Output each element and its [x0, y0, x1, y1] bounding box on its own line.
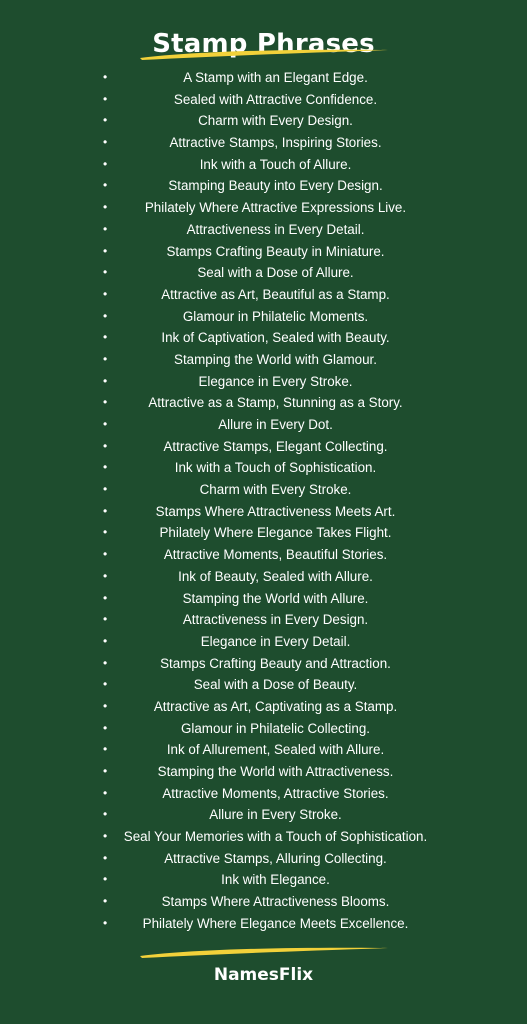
- bullet-dot-icon: •: [103, 243, 108, 258]
- bullet-dot-icon: •: [103, 590, 108, 605]
- list-item: [0, 522, 527, 544]
- list-item-text: Ink with Elegance.: [221, 872, 330, 888]
- list-item-text: Ink with a Touch of Allure.: [199, 156, 352, 172]
- list-item: [0, 783, 527, 805]
- bullet-dot-icon: •: [103, 395, 108, 410]
- list-item-text: Stamps Crafting Beauty in Miniature.: [166, 243, 385, 259]
- list-item-text: Seal with a Dose of Allure.: [197, 265, 354, 281]
- bullet-dot-icon: •: [103, 568, 108, 583]
- bullet-dot-icon: •: [103, 850, 108, 865]
- list-item: [0, 284, 527, 306]
- list-item-text: Stamps Crafting Beauty and Attraction.: [160, 655, 391, 671]
- list-item: [0, 262, 527, 284]
- brand-logo-text: NamesFlix: [213, 965, 314, 985]
- list-item: [0, 631, 527, 653]
- list-item: [0, 609, 527, 631]
- bullet-dot-icon: •: [103, 373, 108, 388]
- list-item: [0, 436, 527, 458]
- list-item: [0, 718, 527, 740]
- bullet-dot-icon: •: [103, 829, 108, 844]
- list-item-text: Attractiveness in Every Design.: [182, 612, 369, 628]
- list-item: [0, 501, 527, 523]
- bullet-dot-icon: •: [103, 178, 108, 193]
- bullet-dot-icon: •: [103, 156, 108, 171]
- list-item: [0, 674, 527, 696]
- list-item-text: Attractive Stamps, Inspiring Stories.: [169, 135, 382, 151]
- list-item: [0, 891, 527, 913]
- list-item-text: Attractive Moments, Attractive Stories.: [162, 785, 389, 801]
- bullet-dot-icon: •: [103, 330, 108, 345]
- list-item-text: Glamour in Philatelic Collecting.: [180, 720, 371, 736]
- bullet-dot-icon: •: [103, 351, 108, 366]
- list-item-text: Philately Where Attractive Expressions Live.: [144, 200, 407, 216]
- list-item: [0, 696, 527, 718]
- bullet-dot-icon: •: [103, 612, 108, 627]
- list-item: [0, 588, 527, 610]
- phrase-list: [0, 67, 527, 935]
- title-underline-swoosh: [138, 47, 390, 61]
- bullet-dot-icon: •: [103, 633, 108, 648]
- bullet-dot-icon: •: [103, 764, 108, 778]
- list-item-text: Stamps Where Attractiveness Meets Art.: [155, 503, 396, 519]
- bullet-dot-icon: •: [103, 915, 108, 930]
- list-item: [0, 913, 527, 935]
- list-item: [0, 219, 527, 241]
- bullet-dot-icon: •: [103, 308, 108, 323]
- list-item-text: Attractive Stamps, Alluring Collecting.: [164, 850, 387, 866]
- list-item-text: Ink of Beauty, Sealed with Allure.: [178, 568, 373, 584]
- list-item-text: Stamping the World with Allure.: [182, 590, 369, 606]
- list-item: [0, 197, 527, 219]
- list-item: [0, 826, 527, 848]
- list-item-text: Allure in Every Stroke.: [209, 807, 342, 823]
- bullet-dot-icon: •: [103, 785, 108, 800]
- list-item: [0, 175, 527, 197]
- list-item-text: Philately Where Elegance Takes Flight.: [159, 525, 392, 541]
- list-item-text: Stamps Where Attractiveness Blooms.: [161, 894, 390, 910]
- list-item-text: Attractive as Art, Beautiful as a Stamp.: [161, 286, 390, 302]
- bullet-dot-icon: •: [103, 503, 108, 518]
- list-item-text: Sealed with Attractive Confidence.: [173, 91, 378, 107]
- list-item-text: Ink of Allurement, Sealed with Allure.: [166, 742, 385, 758]
- list-item: [0, 566, 527, 588]
- list-item-text: A Stamp with an Elegant Edge.: [183, 70, 368, 85]
- bullet-dot-icon: •: [103, 135, 108, 150]
- bullet-dot-icon: •: [103, 286, 108, 301]
- bullet-dot-icon: •: [103, 894, 108, 909]
- list-item-text: Seal Your Memories with a Touch of Sophistication.: [123, 829, 428, 845]
- list-item-text: Allure in Every Dot.: [218, 417, 333, 432]
- list-item-text: Charm with Every Stroke.: [199, 482, 352, 498]
- list-item: [0, 457, 527, 479]
- list-item-text: Elegance in Every Stroke.: [198, 373, 353, 389]
- bullet-dot-icon: •: [103, 720, 108, 735]
- list-item-text: Attractiveness in Every Detail.: [186, 221, 365, 237]
- bullet-dot-icon: •: [103, 200, 108, 215]
- list-item: [0, 241, 527, 263]
- page-title: Stamp Phrases: [152, 29, 375, 60]
- bullet-dot-icon: •: [103, 698, 108, 713]
- list-item: [0, 132, 527, 154]
- list-item: [0, 544, 527, 566]
- list-item: [0, 327, 527, 349]
- list-item: [0, 154, 527, 176]
- list-item-text: Attractive as Art, Captivating as a Stamp.: [153, 698, 398, 714]
- list-item-text: Glamour in Philatelic Moments.: [182, 308, 369, 324]
- list-item: [0, 761, 527, 783]
- list-item-text: Philately Where Elegance Meets Excellence.: [142, 915, 409, 931]
- list-item: [0, 848, 527, 870]
- bullet-dot-icon: •: [103, 438, 108, 453]
- list-item-text: Stamping Beauty into Every Design.: [168, 178, 383, 194]
- bullet-dot-icon: •: [103, 525, 108, 540]
- list-item: [0, 110, 527, 132]
- list-item-text: Stamping the World with Glamour.: [174, 351, 377, 367]
- list-item: [0, 392, 527, 414]
- bullet-dot-icon: •: [103, 742, 108, 757]
- bullet-dot-icon: •: [103, 70, 108, 84]
- list-item: [0, 804, 527, 826]
- list-item: [0, 479, 527, 501]
- list-item: [0, 349, 527, 371]
- list-item-text: Attractive Moments, Beautiful Stories.: [163, 547, 388, 563]
- list-item-text: Stamping the World with Attractiveness.: [157, 764, 394, 779]
- list-item-text: Ink with a Touch of Sophistication.: [174, 460, 377, 476]
- list-item: [0, 653, 527, 675]
- list-item-text: Ink of Captivation, Sealed with Beauty.: [161, 330, 390, 346]
- bullet-dot-icon: •: [103, 460, 108, 475]
- bullet-dot-icon: •: [103, 91, 108, 106]
- bullet-dot-icon: •: [103, 655, 108, 670]
- list-item: [0, 371, 527, 393]
- bullet-dot-icon: •: [103, 872, 108, 887]
- list-item-text: Seal with a Dose of Beauty.: [193, 677, 358, 693]
- list-item-text: Attractive as a Stamp, Stunning as a Story.: [148, 395, 403, 411]
- bullet-dot-icon: •: [103, 547, 108, 562]
- list-item: [0, 306, 527, 328]
- bullet-dot-icon: •: [103, 265, 108, 280]
- list-item-text: Elegance in Every Detail.: [200, 633, 351, 649]
- bullet-dot-icon: •: [103, 482, 108, 497]
- bullet-dot-icon: •: [103, 807, 108, 822]
- list-item: [0, 414, 527, 436]
- bullet-dot-icon: •: [103, 417, 108, 431]
- bullet-dot-icon: •: [103, 677, 108, 692]
- list-item-text: Charm with Every Design.: [198, 113, 353, 129]
- bullet-dot-icon: •: [103, 113, 108, 128]
- footer-underline-swoosh: [138, 945, 390, 959]
- list-item-text: Attractive Stamps, Elegant Collecting.: [163, 438, 388, 454]
- bullet-dot-icon: •: [103, 221, 108, 236]
- list-item: [0, 739, 527, 761]
- list-item: [0, 869, 527, 891]
- list-item: [0, 67, 527, 89]
- list-item: [0, 89, 527, 111]
